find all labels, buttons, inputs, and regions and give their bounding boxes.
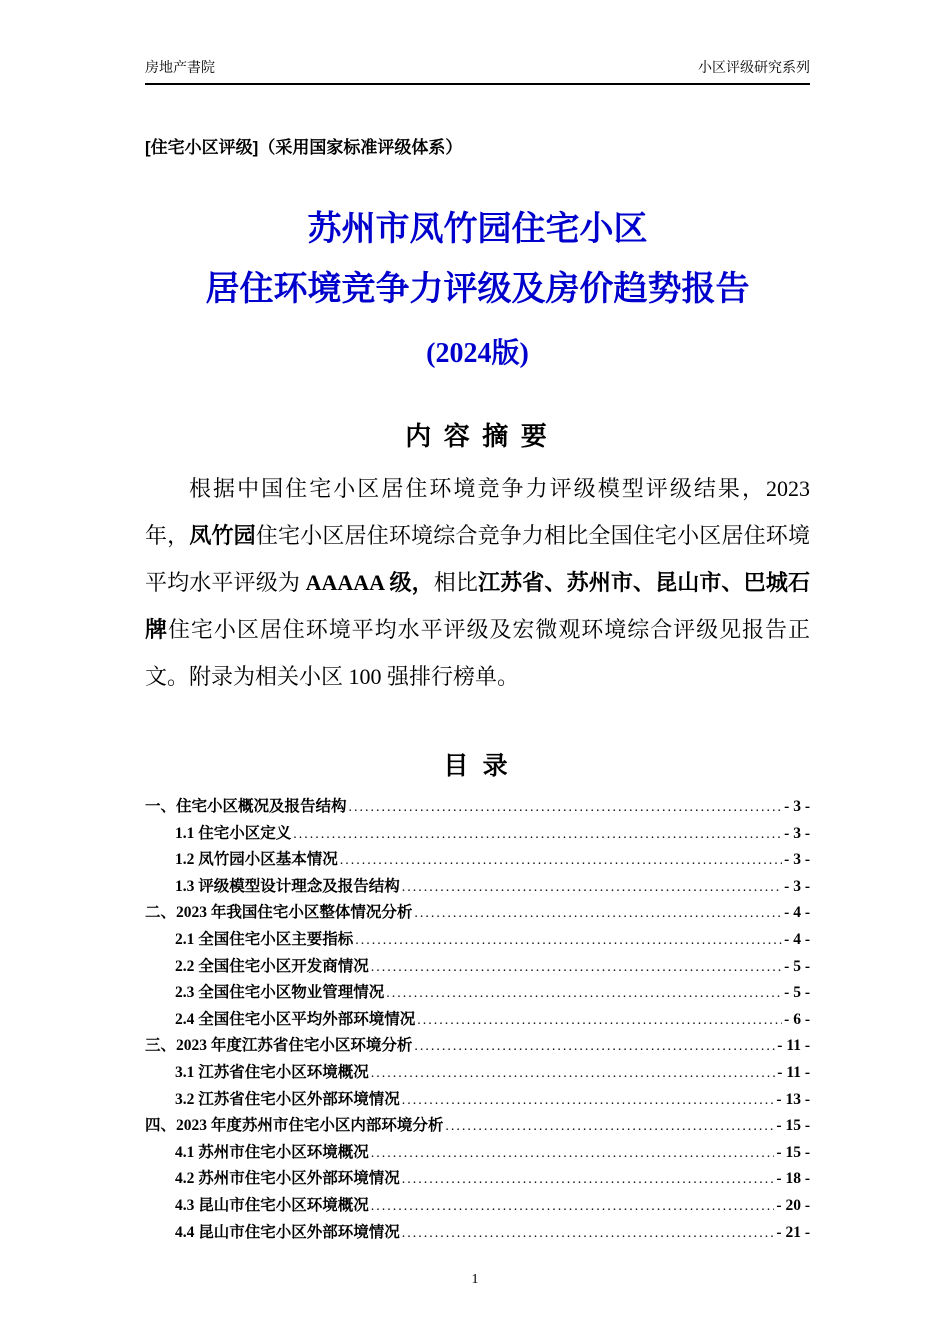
abstract-segment: AAAAA 级， — [305, 570, 434, 595]
toc-entry[interactable] — [145, 1087, 810, 1114]
report-title-edition: (2024版) — [426, 338, 529, 369]
toc-entry-page: - 4 - — [784, 904, 810, 922]
page-header — [145, 58, 810, 85]
toc-entry-label: 4.3 昆山市住宅小区环境概况 — [175, 1196, 369, 1214]
toc-entry-label: 1.2 凤竹园小区基本情况 — [175, 851, 338, 869]
toc-leader-dots — [417, 1007, 782, 1034]
toc-leader-dots — [402, 874, 782, 901]
toc-leader-dots — [402, 1087, 775, 1114]
toc-entry-page: - 13 - — [776, 1090, 810, 1108]
toc-entry-page: - 18 - — [776, 1170, 810, 1188]
toc-entry-label: 四、2023 年度苏州市住宅小区内部环境分析 — [145, 1117, 444, 1135]
abstract-paragraph — [145, 465, 810, 700]
toc-entry-page: - 5 - — [784, 984, 810, 1002]
toc-entry-page: - 15 - — [776, 1143, 810, 1161]
toc-leader-dots — [386, 980, 782, 1007]
abstract-segment: 凤竹园 — [189, 523, 256, 548]
toc-entry[interactable] — [145, 1140, 810, 1167]
toc-list — [145, 794, 810, 1246]
toc-entry-page: - 11 - — [777, 1063, 810, 1081]
abstract-heading: 内 容 摘 要 — [405, 422, 550, 451]
toc-entry-page: - 21 - — [776, 1223, 810, 1241]
toc-entry[interactable] — [145, 874, 810, 901]
toc-entry-page: - 5 - — [784, 957, 810, 975]
toc-entry-label: 1.1 住宅小区定义 — [175, 824, 292, 842]
report-title-line2: 居住环境竞争力评级及房价趋势报告 — [205, 271, 750, 308]
toc-entry-page: - 3 - — [784, 851, 810, 869]
toc-leader-dots — [402, 1220, 775, 1247]
toc-entry-label: 3.2 江苏省住宅小区外部环境情况 — [175, 1090, 400, 1108]
toc-entry-label: 4.1 苏州市住宅小区环境概况 — [175, 1143, 369, 1161]
toc-entry-page: - 20 - — [776, 1196, 810, 1214]
toc-entry[interactable] — [145, 1060, 810, 1087]
toc-entry[interactable] — [145, 900, 810, 927]
toc-heading: 目 录 — [443, 753, 512, 780]
toc-entry[interactable] — [145, 794, 810, 821]
header-left-text: 房地产書院 — [145, 59, 215, 75]
toc-entry-label: 2.3 全国住宅小区物业管理情况 — [175, 984, 385, 1002]
toc-entry[interactable] — [145, 1166, 810, 1193]
toc-entry-page: - 11 - — [777, 1037, 810, 1055]
toc-entry[interactable] — [145, 927, 810, 954]
toc-leader-dots — [414, 1033, 775, 1060]
toc-entry-label: 1.3 评级模型设计理念及报告结构 — [175, 877, 400, 895]
toc-entry-page: - 3 - — [784, 798, 810, 815]
toc-entry-page: - 15 - — [776, 1117, 810, 1135]
toc-entry-label: 2.4 全国住宅小区平均外部环境情况 — [175, 1010, 416, 1028]
toc-entry[interactable] — [145, 1113, 810, 1140]
toc-leader-dots — [414, 900, 782, 927]
toc-entry-label: 3.1 江苏省住宅小区环境概况 — [175, 1063, 369, 1081]
page-number: 1 — [471, 1272, 479, 1287]
toc-entry[interactable] — [145, 954, 810, 981]
page-footer — [0, 1272, 950, 1288]
toc-entry[interactable] — [145, 1033, 810, 1060]
toc-entry-page: - 6 - — [784, 1010, 810, 1028]
abstract-segment: 住宅小区居住环境平均水平评级及宏微观环境综合评级见报告正文。附录为相关小区 100 强排行榜单。 — [145, 617, 810, 689]
toc-leader-dots — [349, 794, 783, 821]
toc-leader-dots — [371, 1060, 776, 1087]
toc-leader-dots — [402, 1166, 775, 1193]
toc-entry-label: 2.2 全国住宅小区开发商情况 — [175, 957, 369, 975]
toc-leader-dots — [355, 927, 782, 954]
toc-entry[interactable] — [145, 980, 810, 1007]
toc-leader-dots — [371, 954, 782, 981]
toc-entry[interactable] — [145, 1193, 810, 1220]
toc-entry[interactable] — [145, 847, 810, 874]
abstract-segment: 江苏省、苏州市、昆山市、巴城石牌 — [145, 570, 810, 642]
toc-entry-label: 一、住宅小区概况及报告结构 — [145, 798, 347, 815]
toc-entry-page: - 4 - — [784, 930, 810, 948]
toc-entry-page: - 3 - — [784, 824, 810, 842]
toc-leader-dots — [293, 821, 782, 848]
rating-system-tag: [住宅小区评级]（采用国家标准评级体系） — [145, 138, 463, 157]
header-right-text: 小区评级研究系列 — [698, 59, 810, 75]
toc-entry-label: 2.1 全国住宅小区主要指标 — [175, 930, 354, 948]
report-title-block — [145, 208, 810, 372]
abstract-segment: 住宅小区居住环境综合竞争力相比全国住宅小区居住环境平均水平评级为 — [145, 523, 810, 595]
toc-entry-label: 二、2023 年我国住宅小区整体情况分析 — [145, 904, 413, 922]
toc-leader-dots — [371, 1140, 775, 1167]
toc-entry[interactable] — [145, 1220, 810, 1247]
toc-leader-dots — [340, 847, 782, 874]
toc-leader-dots — [445, 1113, 774, 1140]
toc-leader-dots — [371, 1193, 775, 1220]
toc-entry[interactable] — [145, 1007, 810, 1034]
toc-entry-label: 三、2023 年度江苏省住宅小区环境分析 — [145, 1037, 413, 1055]
report-title-line1: 苏州市凤竹园住宅小区 — [307, 211, 648, 248]
abstract-segment: 根据中国住宅小区居住环境竞争力评级模型评级结果，2023 年， — [145, 476, 810, 548]
abstract-segment: 相比 — [433, 570, 479, 595]
toc-entry-label: 4.2 苏州市住宅小区外部环境情况 — [175, 1170, 400, 1188]
toc-entry[interactable] — [145, 821, 810, 848]
toc-entry-page: - 3 - — [784, 877, 810, 895]
toc-entry-label: 4.4 昆山市住宅小区外部环境情况 — [175, 1223, 400, 1241]
